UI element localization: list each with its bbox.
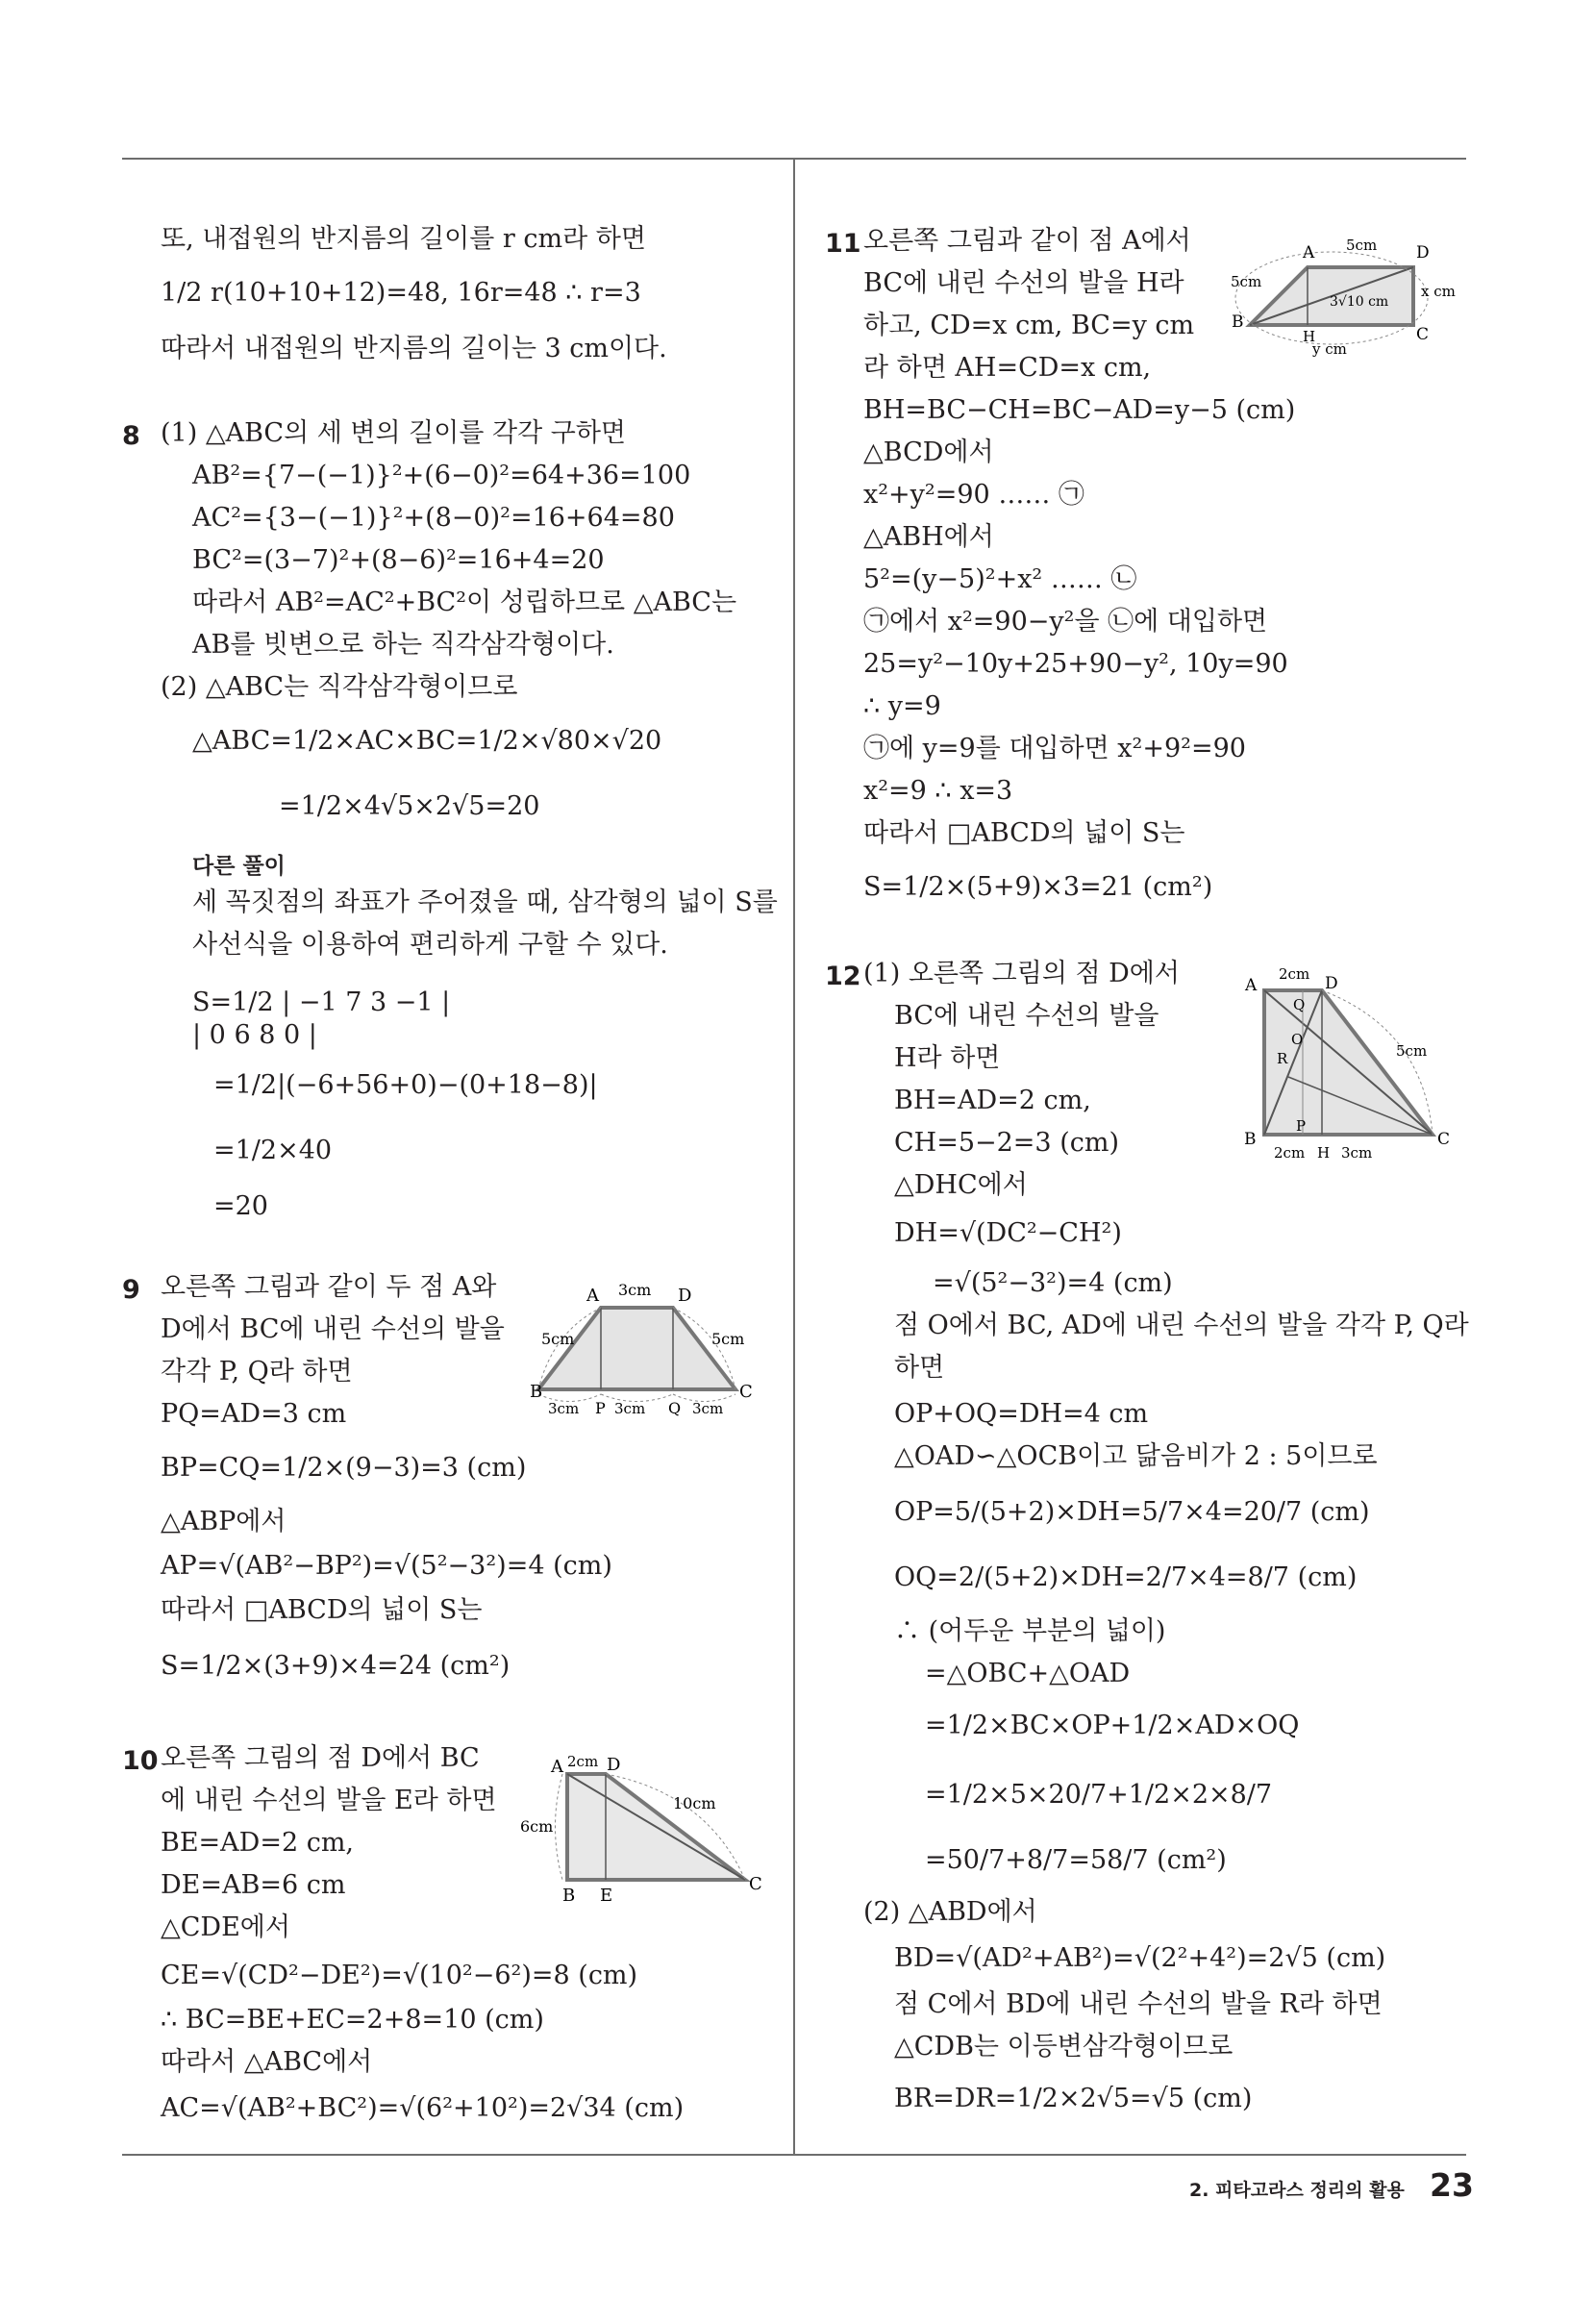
p11-line: 라 하면 AH=CD=x cm,	[863, 353, 1152, 383]
fig9-label-A: A	[586, 1286, 599, 1306]
p12-line: =50/7+8/7=58/7 (cm²)	[925, 1845, 1227, 1875]
fig12-label-b2: 3cm	[1341, 1144, 1373, 1162]
problem-12-number: 12	[825, 962, 861, 991]
p8-alt-line: S=1/2 | −1 7 3 −1 |	[192, 987, 451, 1017]
fig11-label-right: x cm	[1421, 283, 1456, 300]
problem-10-number: 10	[122, 1746, 159, 1776]
p12-line: OP=5/(5+2)×DH=5/7×4=20/7 (cm)	[894, 1497, 1370, 1527]
p11-line: ㉠에 y=9를 대입하면 x²+9²=90	[863, 734, 1246, 763]
p11-line: 따라서 □ABCD의 넓이 S는	[863, 818, 1185, 848]
p12-line: OQ=2/(5+2)×DH=2/7×4=8/7 (cm)	[894, 1562, 1358, 1592]
fig12-label-A: A	[1245, 976, 1258, 995]
fig11-label-bottom: y cm	[1312, 340, 1347, 358]
fig10-label-B: B	[562, 1886, 576, 1906]
p9-line: 각각 P, Q라 하면	[161, 1357, 353, 1387]
p11-line: BH=BC−CH=BC−AD=y−5 (cm)	[863, 395, 1296, 425]
p8-alt-line: 세 꼭짓점의 좌표가 주어졌을 때, 삼각형의 넓이 S를	[192, 887, 778, 917]
p12-line: BH=AD=2 cm,	[894, 1086, 1091, 1115]
p11-line: △ABH에서	[863, 522, 994, 552]
p8-alt-line: =1/2|(−6+56+0)−(0+18−8)|	[213, 1070, 598, 1100]
fig11-label-left: 5cm	[1231, 273, 1262, 290]
p10-line: 에 내린 수선의 발을 E라 하면	[161, 1786, 497, 1815]
p9-line: BP=CQ=1/2×(9−3)=3 (cm)	[161, 1453, 527, 1483]
p12-line: DH=√(DC²−CH²)	[894, 1218, 1122, 1248]
fig9-label-Q: Q	[668, 1399, 682, 1417]
fig9-label-b1: 3cm	[548, 1400, 580, 1417]
p8-alt-line: =20	[213, 1191, 268, 1221]
page-number: 23	[1430, 2166, 1474, 2204]
fig11-label-H: H	[1303, 328, 1316, 345]
fig12-label-H: H	[1317, 1144, 1331, 1162]
p9-line: PQ=AD=3 cm	[161, 1399, 347, 1429]
fig9-label-B: B	[530, 1382, 543, 1402]
p11-line: 5²=(y−5)²+x² …… ㉡	[863, 564, 1137, 594]
fig12-label-b1: 2cm	[1274, 1144, 1306, 1162]
p8-line: BC²=(3−7)²+(8−6)²=16+4=20	[192, 545, 605, 575]
p10-line: ∴ BC=BE+EC=2+8=10 (cm)	[161, 2005, 544, 2035]
p11-line: ∴ y=9	[863, 691, 941, 721]
p12-line: BC에 내린 수선의 발을	[894, 1001, 1159, 1031]
p10-line: DE=AB=6 cm	[161, 1870, 346, 1900]
p12-line: (1) 오른쪽 그림의 점 D에서	[863, 959, 1180, 988]
fig12-label-O: O	[1291, 1031, 1304, 1048]
p10-line: 따라서 △ABC에서	[161, 2047, 373, 2077]
p11-line: 25=y²−10y+25+90−y², 10y=90	[863, 649, 1288, 679]
p12-line: △DHC에서	[894, 1170, 1028, 1200]
p10-line: 오른쪽 그림의 점 D에서 BC	[161, 1743, 480, 1773]
fig12-label-D: D	[1325, 974, 1338, 993]
fig9-label-top: 3cm	[618, 1281, 652, 1299]
p9-line: △ABP에서	[161, 1507, 287, 1537]
p8-alt-line: 사선식을 이용하여 편리하게 구할 수 있다.	[192, 930, 668, 960]
p12-line: △CDB는 이등변삼각형이므로	[894, 2032, 1234, 2062]
figure-12-trapezoid	[1231, 962, 1466, 1168]
fig11-label-C: C	[1416, 325, 1430, 344]
p12-line: =1/2×5×20/7+1/2×2×8/7	[925, 1780, 1273, 1810]
alt-solution-title: 다른 풀이	[192, 854, 286, 879]
p10-line: △CDE에서	[161, 1912, 290, 1942]
problem-9-number: 9	[122, 1275, 140, 1305]
p12-line: 점 C에서 BD에 내린 수선의 발을 R라 하면	[894, 1989, 1383, 2019]
p12-line: (2) △ABD에서	[863, 1897, 1037, 1927]
figure-11-trapezoid	[1226, 231, 1466, 356]
p8-line: =1/2×4√5×2√5=20	[279, 791, 540, 821]
p8-alt-line: =1/2×40	[213, 1136, 333, 1165]
p8-line: AC²={3−(−1)}²+(8−0)²=16+64=80	[192, 503, 675, 533]
problem-8-number: 8	[122, 421, 140, 451]
p12-line: 하면	[894, 1353, 945, 1383]
p11-line: ㉠에서 x²=90−y²을 ㉡에 대입하면	[863, 607, 1268, 637]
p12-line: H라 하면	[894, 1043, 1001, 1073]
p11-line: x²=9 ∴ x=3	[863, 776, 1013, 806]
fig12-label-B: B	[1244, 1130, 1257, 1149]
fig10-label-diag: 10cm	[673, 1794, 716, 1812]
figure-10-trapezoid	[514, 1745, 764, 1909]
p12-line: BR=DR=1/2×2√5=√5 (cm)	[894, 2084, 1253, 2113]
p11-line: △BCD에서	[863, 437, 994, 467]
fig12-label-C: C	[1437, 1130, 1451, 1149]
p12-line: =△OBC+△OAD	[925, 1659, 1131, 1688]
fig11-label-top: 5cm	[1346, 237, 1378, 254]
p8-line: (2) △ABC는 직각삼각형이므로	[161, 672, 518, 702]
fig11-label-B: B	[1232, 312, 1244, 332]
p8-line: (1) △ABC의 세 변의 길이를 각각 구하면	[161, 418, 626, 448]
p11-line: 하고, CD=x cm, BC=y cm	[863, 311, 1195, 340]
fig10-label-D: D	[607, 1755, 621, 1775]
p8-line: AB²={7−(−1)}²+(6−0)²=64+36=100	[192, 461, 691, 490]
figure-9-trapezoid	[530, 1274, 764, 1418]
fig9-label-left: 5cm	[541, 1330, 575, 1348]
p11-line: 오른쪽 그림과 같이 점 A에서	[863, 226, 1191, 256]
p8-line: 따라서 AB²=AC²+BC²이 성립하므로 △ABC는	[192, 587, 737, 617]
p11-line: S=1/2×(5+9)×3=21 (cm²)	[863, 872, 1213, 902]
p12-line: 점 O에서 BC, AD에 내린 수선의 발을 각각 P, Q라	[894, 1311, 1469, 1340]
fig11-label-D: D	[1416, 243, 1430, 262]
fig10-label-C: C	[749, 1874, 762, 1894]
intro-line-2: 1/2 r(10+10+12)=48, 16r=48 ∴ r=3	[161, 278, 641, 308]
p10-line: AC=√(AB²+BC²)=√(6²+10²)=2√34 (cm)	[161, 2093, 685, 2123]
p11-line: BC에 내린 수선의 발을 H라	[863, 268, 1184, 298]
column-divider	[793, 160, 795, 2154]
fig11-label-A: A	[1303, 243, 1315, 262]
fig9-label-C: C	[739, 1382, 753, 1402]
fig12-label-Q: Q	[1293, 996, 1306, 1013]
intro-line-3: 따라서 내접원의 반지름의 길이는 3 cm이다.	[161, 334, 667, 363]
p8-line: △ABC=1/2×AC×BC=1/2×√80×√20	[192, 726, 662, 756]
p12-line: BD=√(AD²+AB²)=√(2²+4²)=2√5 (cm)	[894, 1943, 1386, 1973]
fig9-label-b3: 3cm	[692, 1400, 724, 1417]
p10-line: CE=√(CD²−DE²)=√(10²−6²)=8 (cm)	[161, 1961, 638, 1990]
fig12-label-P: P	[1296, 1117, 1307, 1135]
fig12-label-right: 5cm	[1396, 1042, 1428, 1060]
fig9-label-P: P	[595, 1399, 606, 1417]
fig12-label-top: 2cm	[1279, 965, 1310, 983]
fig10-label-left: 6cm	[520, 1817, 554, 1836]
fig12-label-R: R	[1277, 1050, 1288, 1067]
fig10-label-A: A	[551, 1757, 563, 1777]
fig10-label-E: E	[600, 1886, 613, 1906]
fig9-label-right: 5cm	[711, 1330, 745, 1348]
footer-chapter-title: 2. 피타고라스 정리의 활용	[1189, 2180, 1405, 2201]
p9-line: D에서 BC에 내린 수선의 발을	[161, 1314, 505, 1344]
p12-line: OP+OQ=DH=4 cm	[894, 1399, 1149, 1429]
p12-line: △OAD∽△OCB이고 닮음비가 2 : 5이므로	[894, 1441, 1378, 1471]
problem-11-number: 11	[825, 229, 861, 259]
bottom-rule	[122, 2154, 1466, 2156]
p8-alt-line: | 0 6 8 0 |	[192, 1020, 317, 1050]
fig9-label-b2: 3cm	[614, 1400, 646, 1417]
p12-line: ∴ (어두운 부분의 넓이)	[894, 1616, 1166, 1646]
fig10-label-top: 2cm	[567, 1753, 599, 1770]
p9-line: S=1/2×(3+9)×4=24 (cm²)	[161, 1651, 511, 1681]
intro-line-1: 또, 내접원의 반지름의 길이를 r cm라 하면	[161, 224, 646, 254]
fig11-label-diag: 3√10 cm	[1330, 294, 1389, 310]
p12-line: CH=5−2=3 (cm)	[894, 1128, 1119, 1158]
p10-line: BE=AD=2 cm,	[161, 1828, 355, 1858]
p9-line: AP=√(AB²−BP²)=√(5²−3²)=4 (cm)	[161, 1551, 612, 1581]
p8-line: AB를 빗변으로 하는 직각삼각형이다.	[192, 630, 614, 660]
p12-line: =1/2×BC×OP+1/2×AD×OQ	[925, 1711, 1300, 1740]
fig9-label-D: D	[678, 1286, 692, 1306]
p9-line: 따라서 □ABCD의 넓이 S는	[161, 1595, 483, 1625]
p12-line: =√(5²−3²)=4 (cm)	[933, 1268, 1173, 1298]
p11-line: x²+y²=90 …… ㉠	[863, 480, 1084, 510]
p9-line: 오른쪽 그림과 같이 두 점 A와	[161, 1272, 497, 1302]
